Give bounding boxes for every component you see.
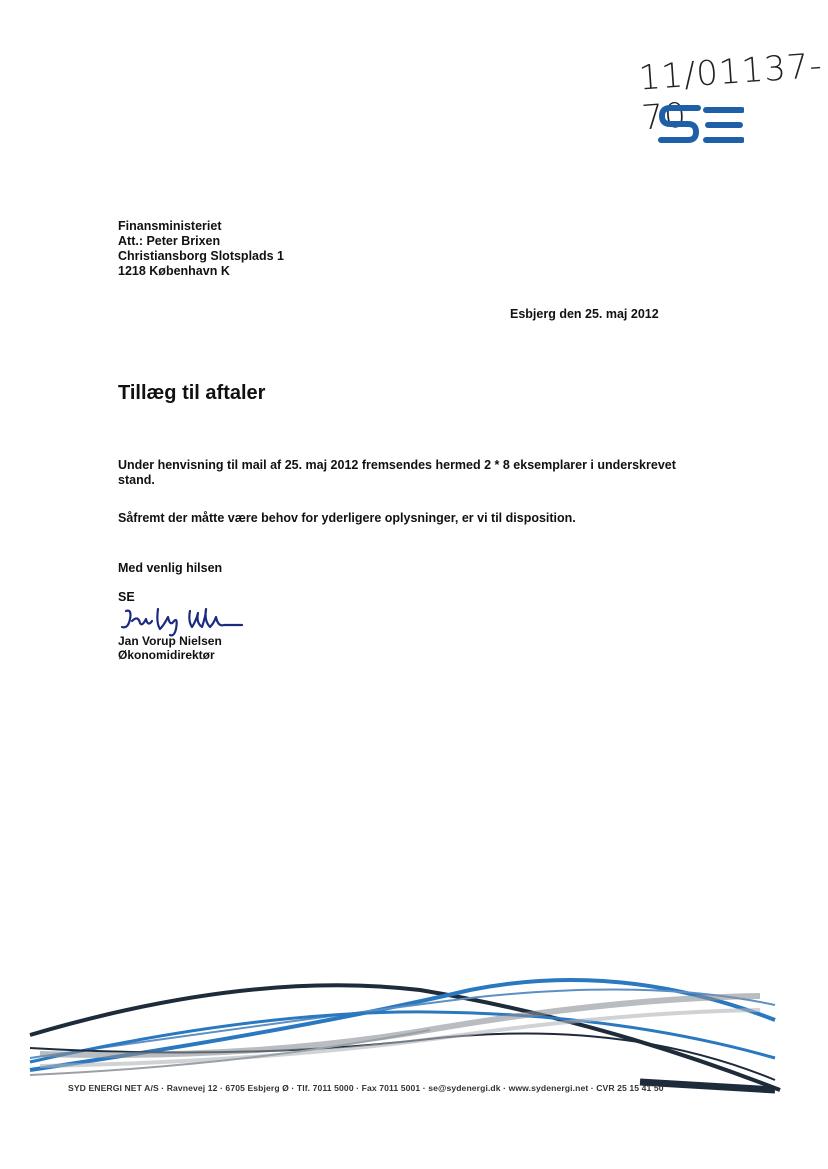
date-line: Esbjerg den 25. maj 2012 — [510, 307, 659, 321]
recipient-line: Christiansborg Slotsplads 1 — [118, 249, 285, 263]
body-paragraph: Såfremt der måtte være behov for yderligere oplysninger, er vi til disposition. — [118, 511, 576, 525]
body-paragraph: Under henvisning til mail af 25. maj 2012 fremsendes hermed 2 * 8 eksemplarer i underskrevet stand. — [118, 458, 676, 487]
signer-block — [118, 634, 222, 662]
handwritten-case-number: 11/01137-70 — [637, 45, 824, 139]
recipient-line: Att.: Peter Brixen — [118, 234, 221, 248]
sender-company: SE — [118, 590, 135, 604]
recipient-address — [118, 219, 284, 279]
recipient-line: 1218 København K — [118, 264, 230, 278]
letter-title: Tillæg til aftaler — [118, 382, 266, 404]
se-logo — [658, 102, 744, 148]
footer-company-info: SYD ENERGI NET A/S · Ravnevej 12 · 6705 Esbjerg Ø · Tlf. 7011 5000 · Fax 7011 5001 · se@sydenergi.dk · www.sydenergi.net · CVR 25 15 41 50 — [68, 1083, 664, 1093]
signer-name: Jan Vorup Nielsen — [118, 634, 222, 648]
signer-title: Økonomidirektør — [118, 648, 215, 662]
closing-greeting: Med venlig hilsen — [118, 561, 223, 575]
recipient-line: Finansministeriet — [118, 219, 222, 233]
